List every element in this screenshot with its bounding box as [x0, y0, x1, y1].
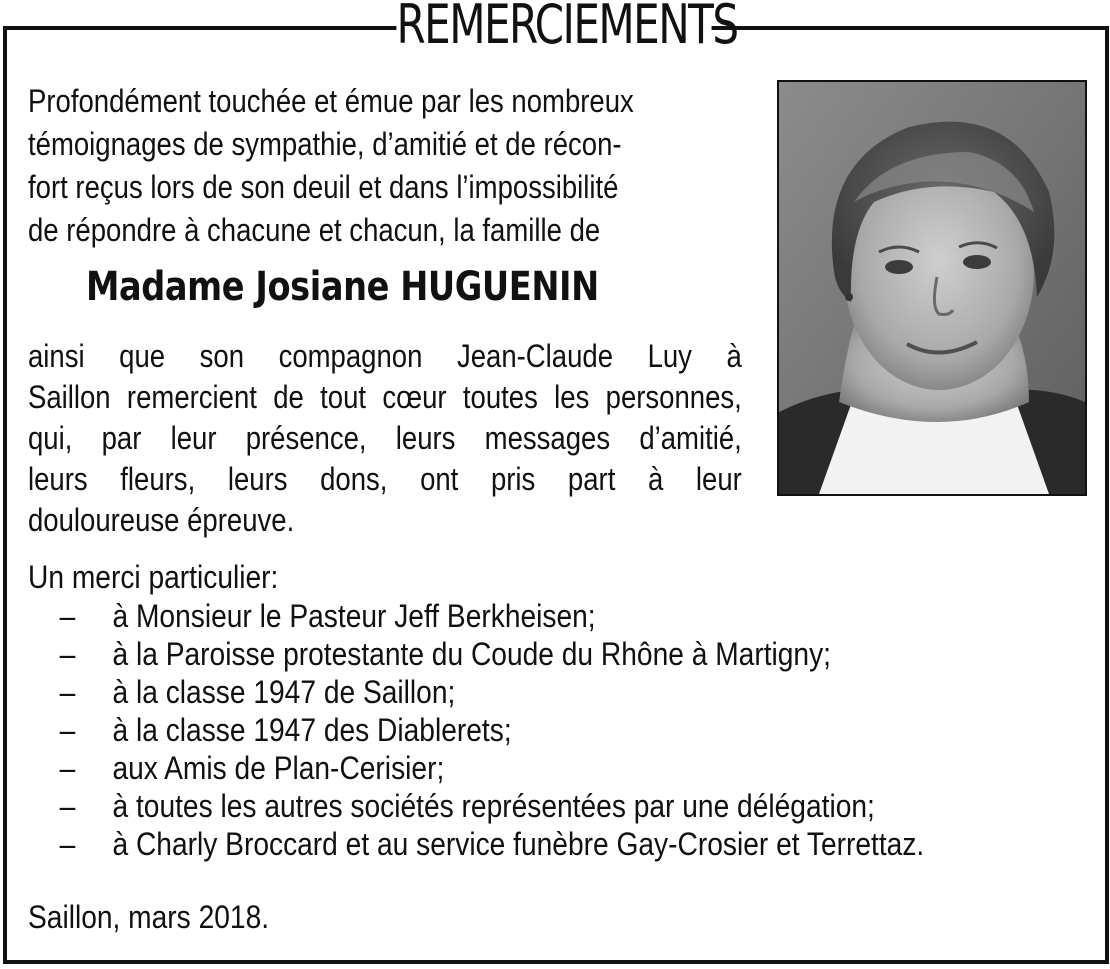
- list-item-text: à toutes les autres sociétés représentées par une délégation;: [112, 788, 875, 824]
- list-item: [28, 825, 1084, 863]
- body-line: qui, par leur présence, leurs messages d’amitié,: [28, 420, 742, 456]
- thanks-list: [28, 597, 1084, 863]
- list-item-text: à Monsieur le Pasteur Jeff Berkheisen;: [112, 598, 596, 634]
- list-item-text: à la Paroisse protestante du Coude du Rhône à Martigny;: [112, 636, 832, 672]
- list-item-text: à la classe 1947 des Diablerets;: [112, 712, 512, 748]
- list-item-text: aux Amis de Plan-Cerisier;: [112, 750, 445, 786]
- intro-line: Profondément touchée et émue par les nombreux: [28, 83, 634, 119]
- list-item: [28, 673, 1084, 711]
- portrait-photo: [777, 80, 1087, 496]
- intro-line: témoignages de sympathie, d’amitié et de récon-: [28, 126, 622, 162]
- intro-line: fort reçus lors de son deuil et dans l’impossibilité: [28, 169, 619, 205]
- closing-place-date: Saillon, mars 2018.: [28, 899, 270, 935]
- portrait-image: [779, 82, 1085, 494]
- dash-bullet: –: [59, 636, 76, 672]
- list-item: [28, 711, 1084, 749]
- body-line: Saillon remercient de tout cœur toutes les personnes,: [28, 379, 742, 415]
- body-paragraph: [28, 336, 742, 541]
- dash-bullet: –: [59, 826, 76, 862]
- deceased-name: Madame Josiane HUGUENIN: [86, 264, 599, 310]
- thanks-heading: Un merci particulier:: [28, 559, 279, 595]
- notice-title: REMERCIEMENTS: [396, 0, 711, 54]
- list-item: [28, 597, 1084, 635]
- list-item: [28, 635, 1084, 673]
- dash-bullet: –: [59, 674, 76, 710]
- body-line: leurs fleurs, leurs dons, ont pris part à leur: [28, 461, 742, 497]
- list-item-text: à Charly Broccard et au service funèbre Gay-Crosier et Terrettaz.: [112, 826, 925, 862]
- body-line: ainsi que son compagnon Jean-Claude Luy à: [28, 338, 742, 374]
- intro-line: de répondre à chacune et chacun, la famille de: [28, 212, 601, 248]
- list-item: [28, 787, 1084, 825]
- dash-bullet: –: [59, 750, 76, 786]
- dash-bullet: –: [59, 788, 76, 824]
- body-line: douloureuse épreuve.: [28, 502, 295, 538]
- dash-bullet: –: [59, 712, 76, 748]
- list-item: [28, 749, 1084, 787]
- intro-paragraph: [28, 80, 742, 252]
- dash-bullet: –: [59, 598, 76, 634]
- list-item-text: à la classe 1947 de Saillon;: [112, 674, 456, 710]
